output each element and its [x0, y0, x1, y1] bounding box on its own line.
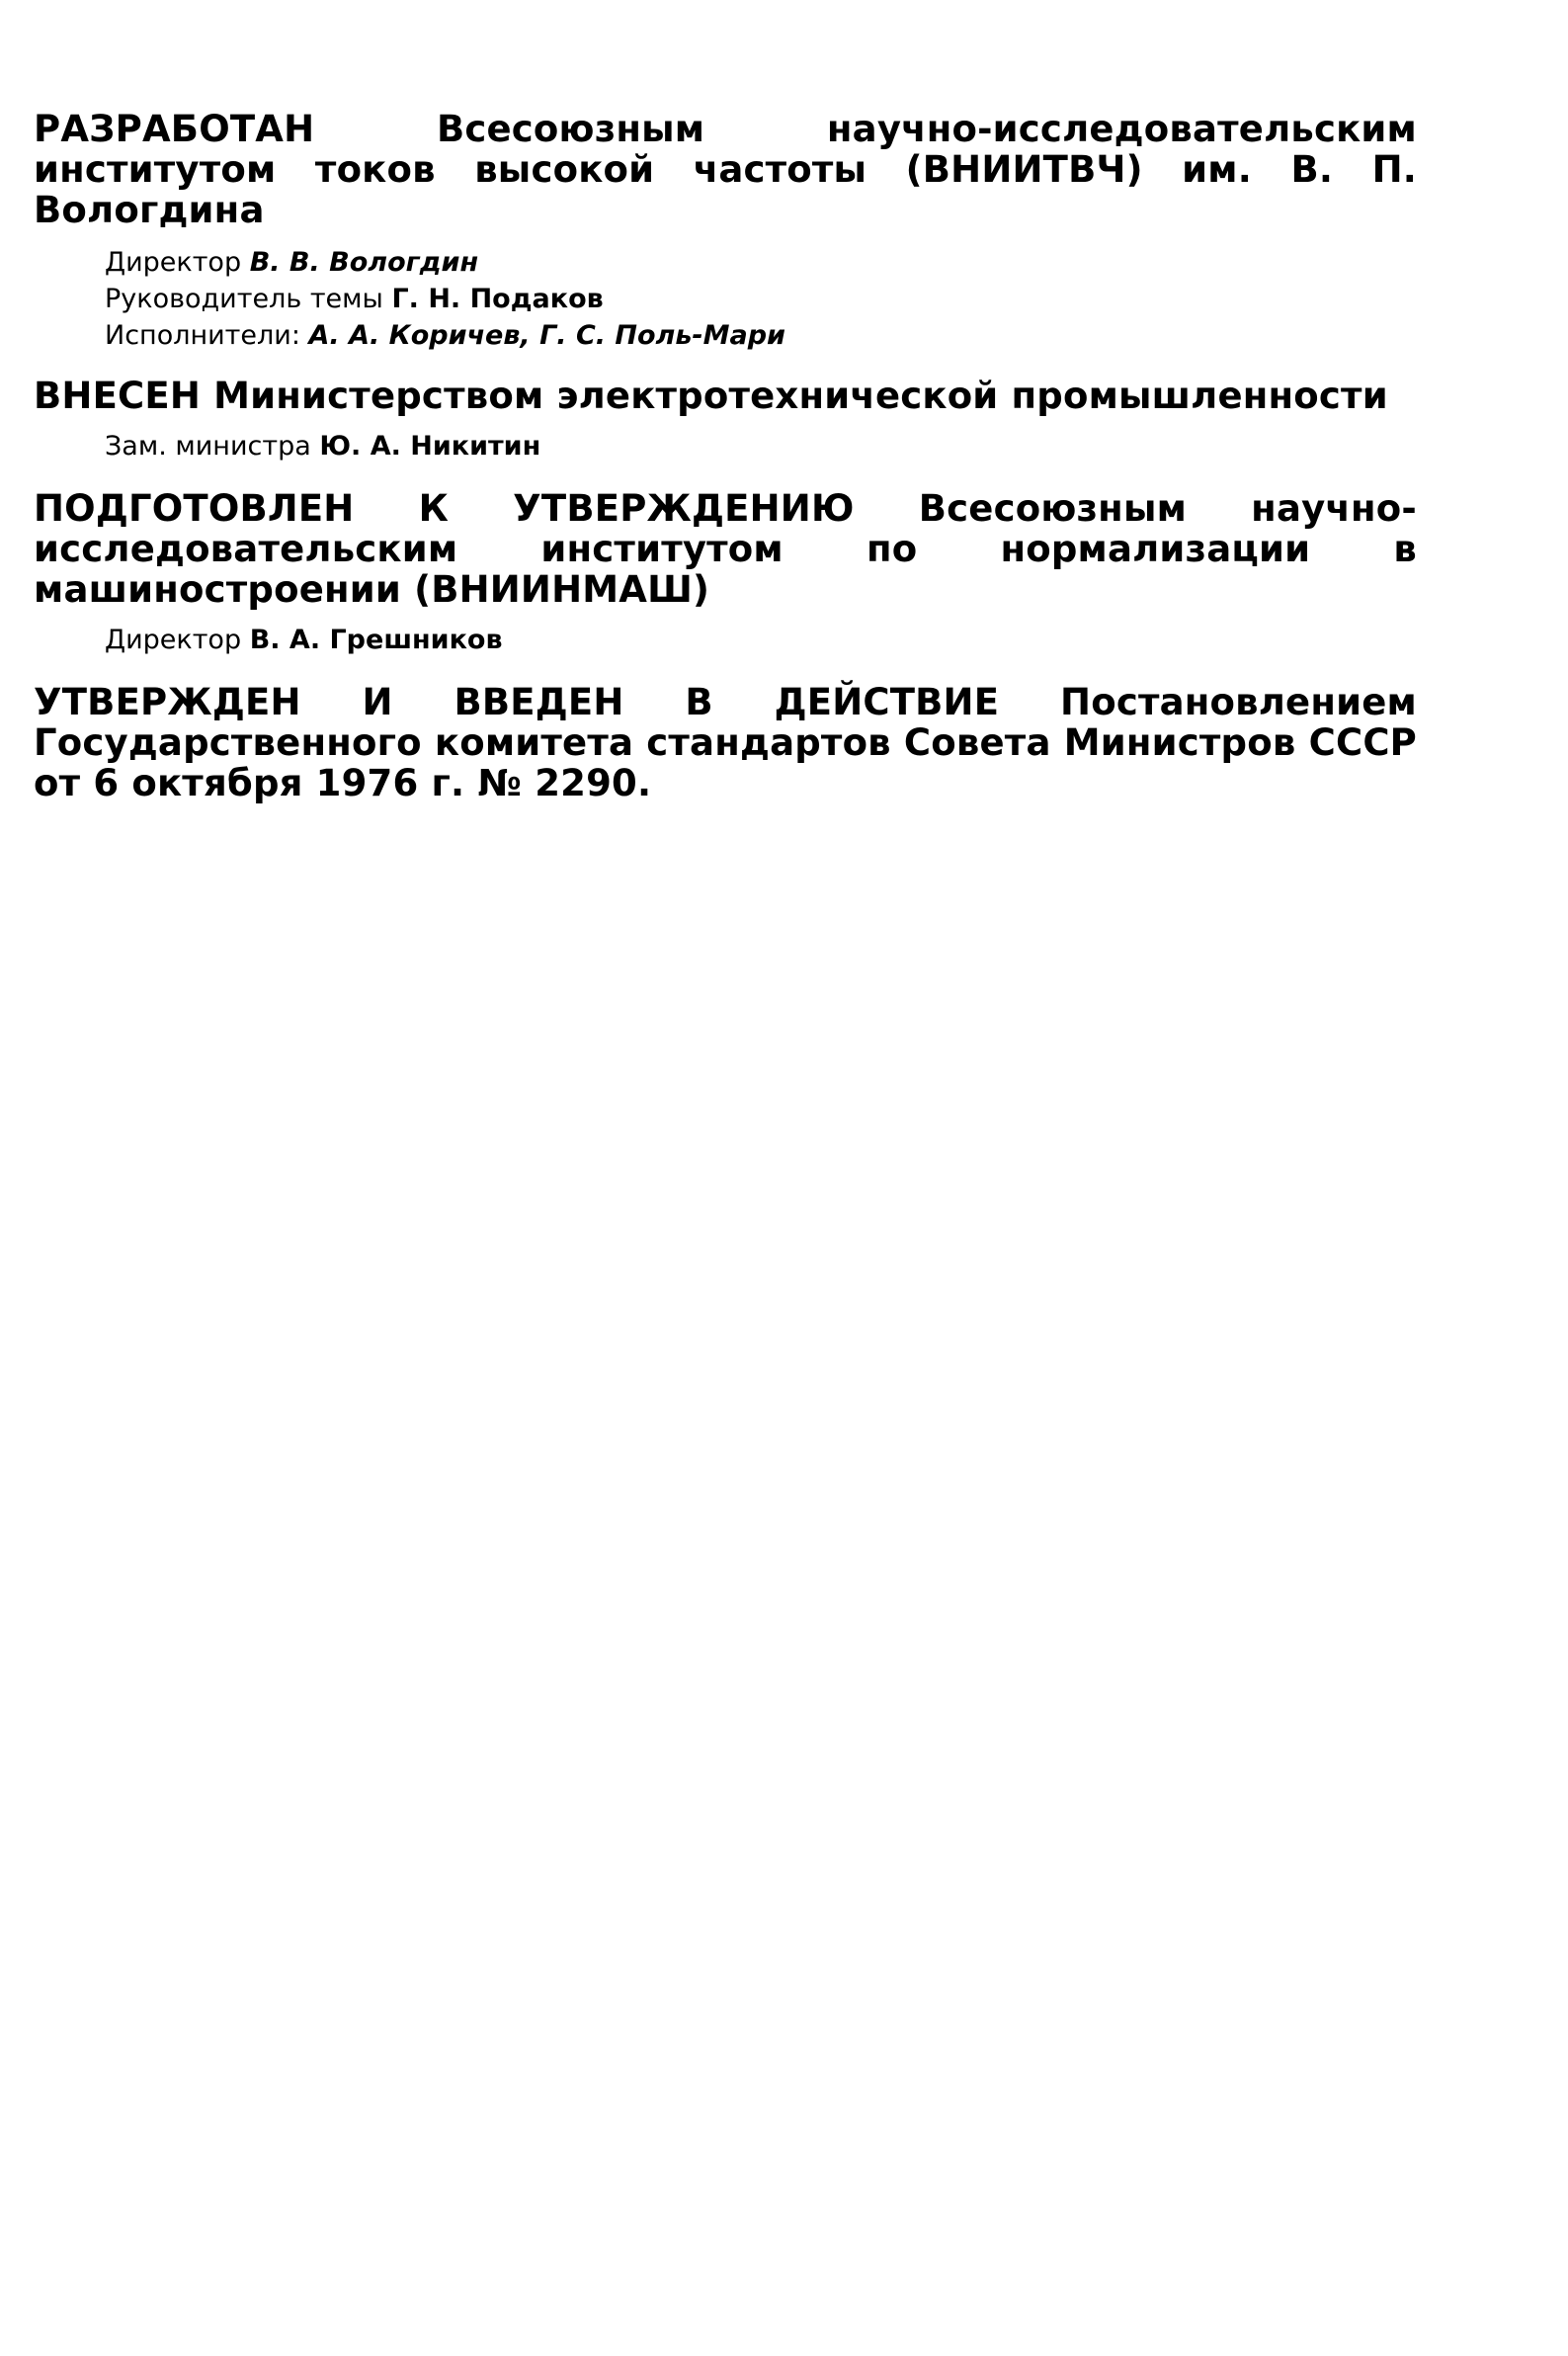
person-name: Ю. А. Никитин — [319, 431, 541, 462]
developed-text: Всесоюзным научно-исследовательским институтом токов высокой частоты (ВНИИТВЧ) им. В. П. Вологдина — [34, 108, 1417, 231]
approved-paragraph — [34, 682, 1417, 803]
prepared-heading: ПОДГОТОВЛЕН К УТВЕРЖДЕНИЮ — [34, 487, 855, 530]
person-role: Исполнители: — [105, 320, 300, 351]
introduced-text: Министерством электротехнической промышленности — [213, 375, 1388, 417]
developed-section — [34, 109, 1417, 354]
prepared-paragraph — [34, 488, 1417, 610]
prepared-people — [105, 622, 1417, 658]
person-name: В. В. Вологдин — [249, 247, 479, 278]
people-line — [105, 244, 1417, 281]
prepared-text: Всесоюзным научно-исследовательским институтом по нормализации в машиностроении (ВНИИНМАШ) — [34, 487, 1417, 611]
introduced-paragraph — [34, 376, 1417, 416]
person-role: Директор — [105, 625, 242, 655]
person-name: В. А. Грешников — [249, 625, 503, 655]
people-line — [105, 281, 1417, 317]
people-line — [105, 317, 1417, 354]
developed-paragraph — [34, 109, 1417, 230]
approved-heading: УТВЕРЖДЕН И ВВЕДЕН В ДЕЙСТВИЕ — [34, 681, 1000, 723]
approved-section — [34, 682, 1417, 803]
people-line — [105, 428, 1417, 464]
person-role: Руководитель темы — [105, 284, 383, 314]
person-name: Г. Н. Подаков — [391, 284, 604, 314]
people-line — [105, 622, 1417, 658]
approved-text: Постановлением Государственного комитета стандартов Совета Министров СССР от 6 октября 1976 г. № 2290. — [34, 681, 1417, 804]
person-role: Директор — [105, 247, 242, 278]
document-page — [34, 109, 1417, 803]
introduced-heading: ВНЕСЕН — [34, 375, 202, 417]
developed-heading: РАЗРАБОТАН — [34, 108, 315, 150]
prepared-section — [34, 488, 1417, 658]
developed-people — [105, 244, 1417, 354]
person-name: А. А. Коричев, Г. С. Поль-Мари — [308, 320, 785, 351]
person-role: Зам. министра — [105, 431, 311, 462]
introduced-section — [34, 376, 1417, 464]
introduced-people — [105, 428, 1417, 464]
